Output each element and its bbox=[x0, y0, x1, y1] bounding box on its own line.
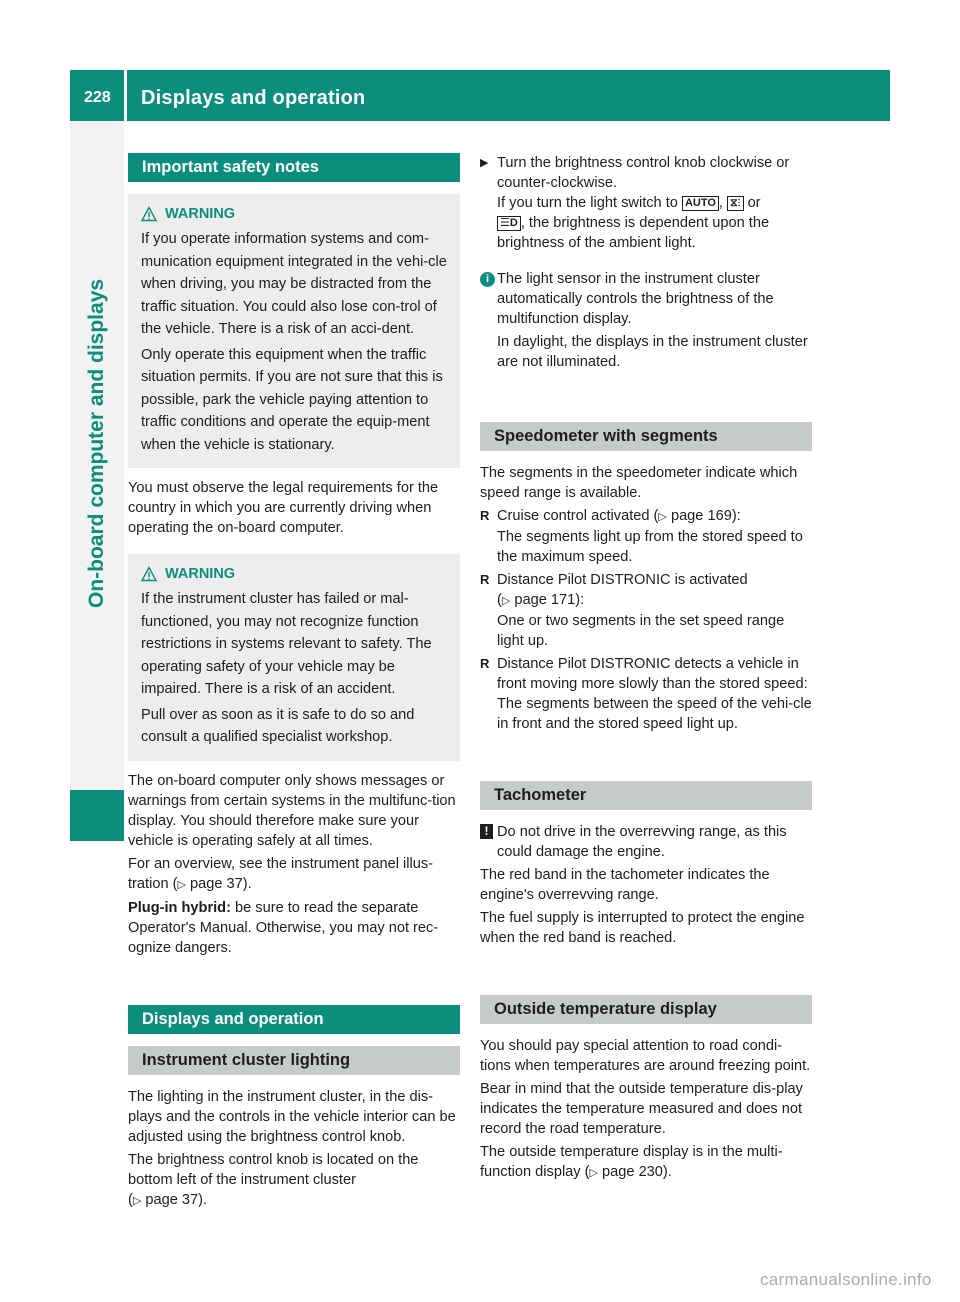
info-icon: i bbox=[480, 272, 495, 287]
subsection-heading-tachometer: Tachometer bbox=[480, 781, 812, 810]
page-link[interactable]: page 37). bbox=[190, 875, 252, 892]
auto-light-icon: AUTO bbox=[682, 196, 719, 211]
bullet-icon: R bbox=[480, 656, 490, 671]
subsection-heading-temperature: Outside temperature display bbox=[480, 995, 812, 1024]
page-link[interactable]: page 171): bbox=[514, 592, 585, 608]
warning-triangle-icon bbox=[141, 566, 157, 582]
step-text: Turn the brightness control knob clockwise or counter-clockwise. bbox=[497, 155, 790, 191]
chapter-tab bbox=[70, 790, 124, 841]
page-ref-arrow-icon: ▷ bbox=[177, 878, 186, 891]
warning-triangle-icon bbox=[141, 206, 157, 222]
page-ref-arrow-icon: ▷ bbox=[501, 595, 511, 607]
warning-header bbox=[141, 204, 450, 224]
step-text: If you turn the light switch to AUTO , ⧖⫶ or ☰D , the brightness is dependent upon the brightness of the ambient light. bbox=[497, 195, 770, 251]
page-number: 228 bbox=[84, 89, 111, 106]
warning-label: WARNING bbox=[165, 206, 236, 222]
list-item: R Distance Pilot DISTRONIC detects a vehicle in front moving more slowly than the stored speed: The segments between the speed of the vehi-cle in front and the stored speed light up. bbox=[480, 656, 812, 732]
warning-header bbox=[141, 564, 450, 584]
warning-text: Only operate this equipment when the traffic situation permits. If you are not sure that this is possible, park the vehicle paying attention to traffic conditions and operate the equip-ment when the vehicle is stationary. bbox=[141, 346, 443, 453]
list-item: R Cruise control activated (▷ page 169): The segments light up from the stored speed to the maximum speed. bbox=[480, 508, 803, 565]
chapter-label: On-board computer and displays bbox=[85, 278, 108, 608]
list-item: R Distance Pilot DISTRONIC is activated (▷ page 171): One or two segments in the set speed range light up. bbox=[480, 572, 785, 649]
paragraph: The fuel supply is interrupted to protect the engine when the red band is reached. bbox=[480, 910, 805, 946]
warning-text: If the instrument cluster has failed or mal-functioned, you may not recognize function restrictions in systems relevant to safety. The operating safety of your vehicle may be impaired. There is a risk of an accident. bbox=[141, 591, 432, 697]
paragraph: For an overview, see the instrument panel illus-tration (▷ page 37). bbox=[128, 855, 433, 892]
info-note bbox=[480, 269, 812, 375]
note-text: The light sensor in the instrument cluster automatically controls the brightness of the multifunction display. bbox=[497, 271, 774, 327]
warning-box-2 bbox=[128, 554, 460, 761]
note-text: In daylight, the displays in the instrument cluster are not illuminated. bbox=[497, 334, 808, 370]
paragraph: The red band in the tachometer indicates the engine's overrevving range. bbox=[480, 867, 770, 903]
subsection-heading-speedometer: Speedometer with segments bbox=[480, 422, 812, 451]
section-heading-safety: Important safety notes bbox=[128, 153, 460, 182]
paragraph: Bear in mind that the outside temperature dis-play indicates the temperature measured and does not record the road temperature. bbox=[480, 1081, 803, 1137]
paragraph: The lighting in the instrument cluster, in the dis-plays and the controls in the vehicle interior can be adjusted using the brightness control knob. bbox=[128, 1088, 456, 1145]
instruction-step bbox=[480, 153, 812, 253]
watermark: carmanualsonline.info bbox=[760, 1270, 932, 1289]
page-ref-arrow-icon: ▷ bbox=[132, 1194, 142, 1207]
page-ref-arrow-icon: ▷ bbox=[589, 1167, 598, 1179]
paragraph: You must observe the legal requirements for the country in which you are currently driving when operating the on-board computer. bbox=[128, 480, 439, 536]
warning-label: WARNING bbox=[165, 566, 236, 582]
page-link[interactable]: page 169): bbox=[670, 508, 741, 524]
warning-box-1 bbox=[128, 194, 460, 468]
section-heading-displays: Displays and operation bbox=[128, 1005, 460, 1034]
right-column bbox=[480, 153, 812, 1186]
paragraph: The brightness control knob is located on the bottom left of the instrument cluster (▷ page 37). bbox=[128, 1151, 419, 1208]
warning-text: Pull over as soon as it is safe to do so and consult a qualified specialist workshop. bbox=[141, 706, 415, 745]
caution-note: ! Do not drive in the overrevving range, as this could damage the engine. bbox=[480, 822, 812, 862]
header-divider bbox=[124, 70, 127, 121]
side-lamps-icon: ⧖⫶ bbox=[727, 196, 743, 211]
warning-text: If you operate information systems and com-munication equipment integrated in the vehi-cle when driving, you may be distracted from the traffic situation. You could also lose con-trol of the vehicle. There is a risk of an acci-dent. bbox=[141, 231, 447, 337]
exclamation-icon: ! bbox=[480, 824, 493, 839]
subsection-heading-lighting: Instrument cluster lighting bbox=[128, 1046, 460, 1075]
paragraph: Plug-in hybrid: be sure to read the separate Operator's Manual. Otherwise, you may not rec-ognize dangers. bbox=[128, 899, 439, 956]
paragraph: You should pay special attention to road condi-tions when temperatures are around freezing point. bbox=[480, 1038, 811, 1074]
page-link[interactable]: page 230). bbox=[602, 1164, 672, 1180]
bullet-icon: R bbox=[480, 508, 490, 523]
low-beam-icon: ☰D bbox=[497, 216, 521, 231]
step-arrow-icon: ▶ bbox=[480, 157, 489, 169]
page-title: Displays and operation bbox=[141, 87, 366, 109]
bold-label: Plug-in hybrid: bbox=[128, 899, 231, 916]
page-link[interactable]: page 37). bbox=[145, 1191, 208, 1208]
paragraph: The on-board computer only shows messages or warnings from certain systems in the multifunc-tion display. You should therefore make sure your vehicle is operating safely at all times. bbox=[128, 772, 456, 849]
paragraph: The outside temperature display is in the multi-function display (▷ page 230). bbox=[480, 1144, 783, 1180]
bullet-icon: R bbox=[480, 572, 490, 587]
left-column bbox=[128, 153, 460, 1214]
paragraph: The segments in the speedometer indicate which speed range is available. bbox=[480, 465, 798, 501]
page-ref-arrow-icon: ▷ bbox=[658, 511, 667, 523]
